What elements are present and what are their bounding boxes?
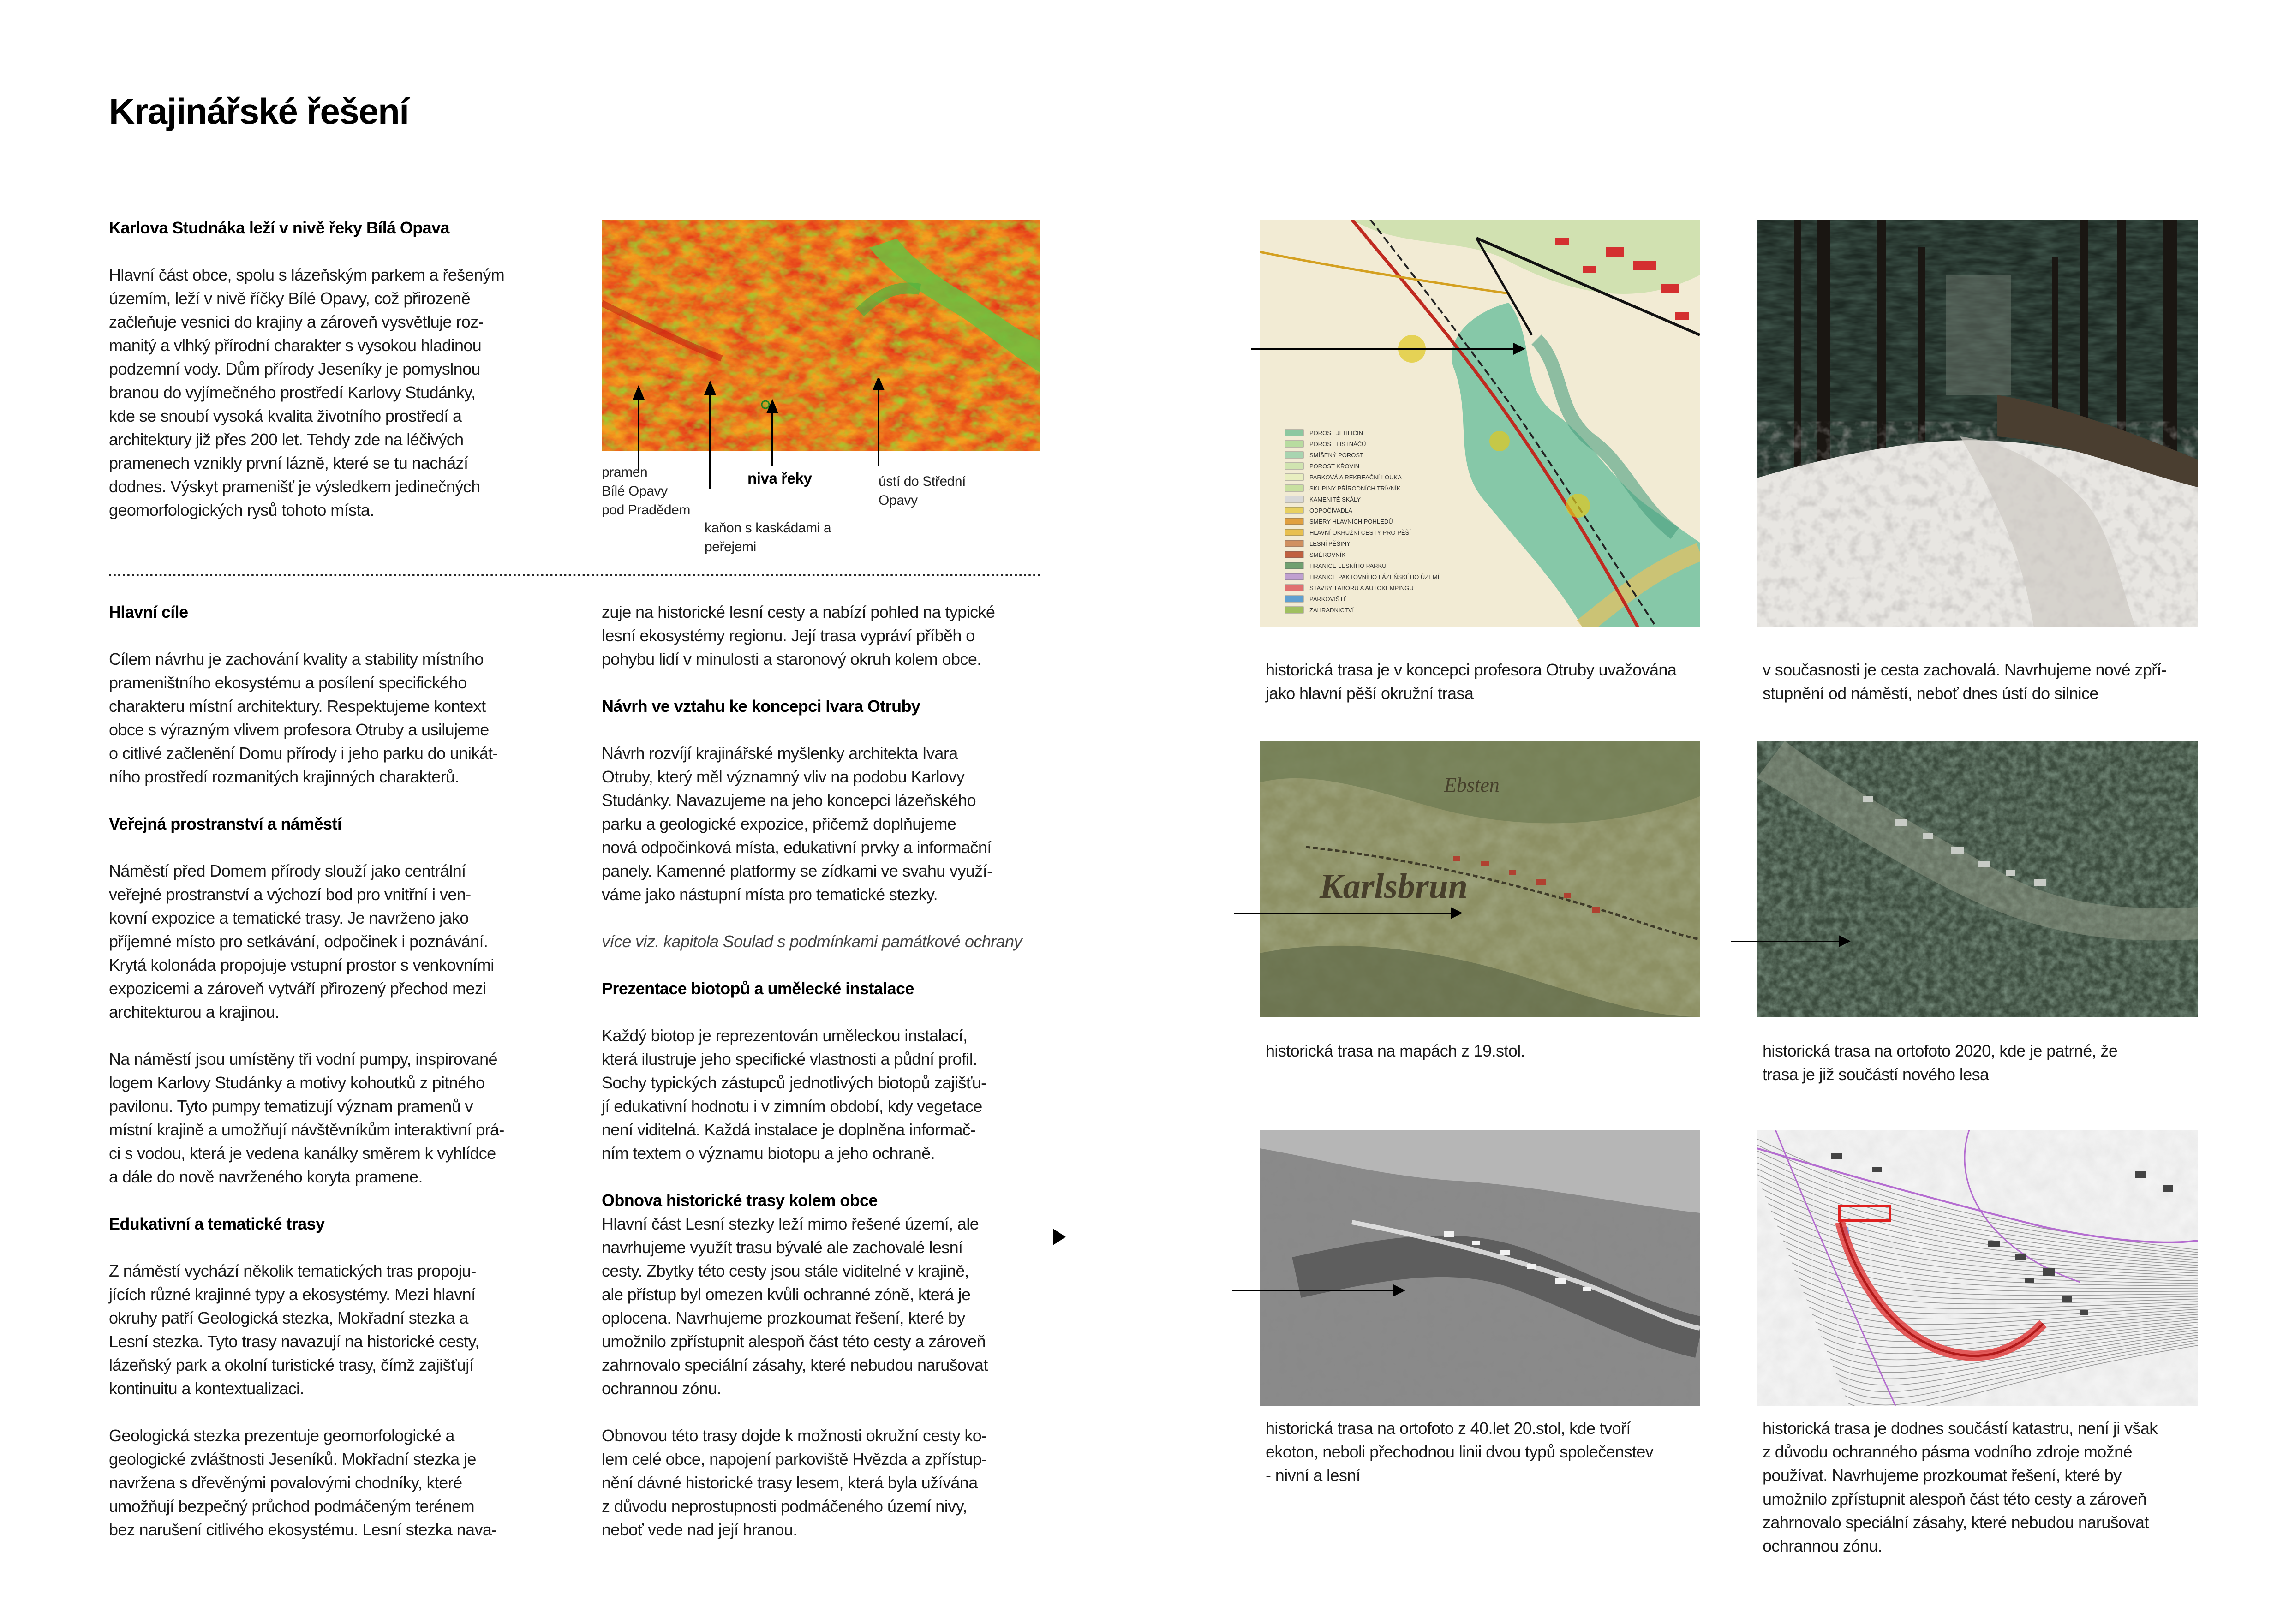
intro-line: kde se snoubí vysoká kvalita životního prostředí a [109,406,462,425]
paragraph-gap [602,906,1058,930]
text-column-2 [602,600,1058,1541]
body-line: příjemné místo pro setkávání, odpočinek i poznávání. [109,932,488,951]
intro-line: dodnes. Výskyt pramenišť je výsledkem jedinečných [109,477,480,496]
body-line: panely. Kamenné platformy se zídkami ve svahu využí- [602,861,992,880]
paragraph-gap [109,1188,552,1212]
paragraph-gap [109,1024,552,1047]
legend-swatch [1285,529,1303,536]
body-line: Náměstí před Domem přírody slouží jako centrální [109,861,466,880]
play-marker-icon [1053,1229,1066,1245]
cadastral-contour-map [1757,1130,2198,1406]
body-line: jí edukativní hodnotu i v zimním období, kdy vegetace [602,1097,982,1116]
text-column-1 [109,600,552,1541]
body-line: zahrnovalo speciální zásahy, které nebudou narušovat [602,1355,988,1374]
body-line: místní krajině a umožňují návštěvníkům interaktivní prá- [109,1120,504,1139]
legend-swatch [1285,518,1303,525]
section-heading: Prezentace biotopů a umělecké instalace [602,979,914,998]
body-line: geologické zvláštnosti Jeseníků. Mokřadní stezka je [109,1450,476,1469]
reference-note: více viz. kapitola Soulad s podmínkami památkové ochrany [602,932,1022,951]
body-line: ochrannou zónu. [602,1379,722,1398]
paragraph-gap [602,1165,1058,1188]
legend-swatch [1285,551,1303,558]
body-line: Geologická stezka prezentuje geomorfologické a [109,1426,454,1445]
body-line: umožňují bezpečný průchod podmáčeným terénem [109,1497,475,1516]
paragraph-gap [602,718,1058,741]
body-line: cesty. Zbytky této cesty jsou stále viditelné v krajině, [602,1261,969,1280]
legend-swatch [1285,496,1303,502]
legend-swatch [1285,452,1303,458]
arrow-head-icon [1451,907,1463,919]
legend-label: PARKOVÁ A REKREAČNÍ LOUKA [1309,474,1402,481]
paragraph-gap [109,624,552,647]
body-line: jících různé krajinné typy a ekosystémy. Mezi hlavní [109,1285,476,1304]
map-label-usti: ústí do Střední Opavy [879,474,966,508]
caption-forest-path: v současnosti je cesta zachovalá. Navrhujeme nové zpří- stupnění od náměstí, neboť dnes ústí do silnice [1763,660,2167,703]
intro-line: územím, leží v nivě říčky Bílé Opavy, což přirozeně [109,289,471,308]
intro-line: začleňuje vesnici do krajiny a zároveň vysvětluje roz- [109,312,484,331]
body-line: pohybu lidí v minulosti a staronový okruh kolem obce. [602,650,981,669]
forest-path-photo [1757,220,2198,627]
body-line: okruhy patří Geologická stezka, Mokřadní stezka a [109,1308,468,1327]
body-line: Studánky. Navazujeme na jeho koncepci lázeňského [602,791,976,810]
body-line: Hlavní část Lesní stezky leží mimo řešené území, ale [602,1214,979,1233]
legend-label: SMĚROVNÍK [1309,551,1346,558]
body-line: obce s výrazným vlivem profesora Otruby a usilujeme [109,720,489,739]
paragraph-gap [602,671,1058,694]
body-line: lázeňský park a okolní turistické trasy, čímž zajišťují [109,1355,474,1374]
intro-body [109,263,570,522]
legend-label: KAMENITÉ SKÁLY [1309,496,1361,503]
body-line: Cílem návrhu je zachování kvality a stability místního [109,650,484,669]
map-label-pramen: pramen Bílé Opavy pod Pradědem [602,465,691,518]
legend-swatch [1285,596,1303,602]
legend-label: POROST KŘOVIN [1309,463,1360,470]
legend-label: POROST LISTNÁČŮ [1309,441,1366,448]
legend-label: HLAVNÍ OKRUŽNÍ CESTY PRO PĚŠÍ [1309,529,1411,536]
legend-swatch [1285,562,1303,569]
body-line: zuje na historické lesní cesty a nabízí pohled na typické [602,603,995,621]
body-line: kontinuitu a kontextualizaci. [109,1379,304,1398]
body-line: logem Karlovy Studánky a motivy kohoutků z pitného [109,1073,485,1092]
historic-map-19th-century [1260,741,1700,1017]
arrow-head-icon [1513,343,1525,355]
section-heading: Edukativní a tematické trasy [109,1214,325,1233]
legend-swatch [1285,573,1303,580]
legend-label: ZAHRADNICTVÍ [1309,607,1354,614]
body-line: lem celé obce, napojení parkoviště Hvězda a zpřístup- [602,1450,987,1469]
body-line: ního prostředí rozmanitých krajinných charakterů. [109,767,459,786]
legend-swatch [1285,585,1303,591]
body-line: ci s vodou, která je vedena kanálky směrem k vyhlídce [109,1144,496,1163]
section-heading: Obnova historické trasy kolem obce [602,1191,878,1210]
body-line: o citlivé začlenění Domu přírody i jeho parku do unikát- [109,744,498,763]
intro-line: geomorfologických rysů tohoto místa. [109,501,374,519]
legend-swatch [1285,463,1303,469]
map-label-kanon: kaňon s kaskádami a peřejemi [705,520,831,555]
body-line: architekturou a krajinou. [109,1003,280,1021]
legend-swatch [1285,540,1303,547]
section-heading: Návrh ve vztahu ke koncepci Ivara Otruby [602,697,920,716]
orthophoto-2020 [1757,741,2198,1017]
caption-otruba-map: historická trasa je v koncepci profesora Otruby uvažována jako hlavní pěší okružní trasa [1266,660,1677,703]
intro-line: Hlavní část obce, spolu s lázeňským parkem a řešeným [109,265,505,284]
legend-label: STAVBY TÁBORU A AUTOKEMPINGU [1309,585,1414,591]
map-place-label: Karlsbrun [1320,867,1468,906]
body-line: Sochy typických zástupců jednotlivých biotopů zajišťu- [602,1073,986,1092]
paragraph-gap [602,1400,1058,1424]
arrow-to-map-5 [1232,1290,1395,1291]
body-line: prameništního ekosystému a posílení specifického [109,673,467,692]
body-line: Lesní stezka. Tyto trasy navazují na historické cesty, [109,1332,479,1351]
body-line: Každý biotop je reprezentován uměleckou instalací, [602,1026,968,1045]
body-line: navrhujeme využít trasu bývalé ale zachovalé lesní [602,1238,963,1257]
body-line: neboť vede nad její hranou. [602,1520,797,1539]
body-line: Z náměstí vychází několik tematických tras propoju- [109,1261,476,1280]
arrow-head-icon [1839,935,1851,947]
arrow-to-map-3 [1234,913,1452,914]
body-line: lesní ekosystémy regionu. Její trasa vypráví příběh o [602,626,975,645]
body-line: navržena s dřevěnými povalovými chodníky, které [109,1473,462,1492]
caption-19th-map: historická trasa na mapách z 19.stol. [1266,1041,1525,1060]
body-line: váme jako nástupní místa pro tematické stezky. [602,885,938,904]
legend-swatch [1285,474,1303,480]
legend-label: PARKOVIŠTĚ [1309,596,1348,603]
map-label-niva: niva řeky [747,470,812,487]
legend-label: SKUPINY PŘÍRODNÍCH TRÍVNÍK [1309,485,1401,492]
legend-swatch [1285,485,1303,491]
body-line: ale přístup byl omezen kvůli ochranné zóně, která je [602,1285,971,1304]
legend-swatch [1285,430,1303,436]
body-line: nová odpočinková místa, edukativní prvky a informační [602,838,992,857]
map-hill-label: Ebsten [1444,774,1500,796]
body-line: oplocena. Navrhujeme prozkoumat řešení, které by [602,1308,965,1327]
body-line: Návrh rozvíjí krajinářské myšlenky architekta Ivara [602,744,958,763]
body-line: charakteru místní architektury. Respektujeme kontext [109,697,486,716]
intro-line: podzemní vody. Dům přírody Jeseníky je pomyslnou [109,359,480,378]
paragraph-gap [602,1000,1058,1024]
body-line: z důvodu neprostupnosti podmáčeného území nivy, [602,1497,967,1516]
intro-heading: Karlova Studnáka leží v nivě řeky Bílá Opava [109,218,449,237]
body-line: Krytá kolonáda propojuje vstupní prostor s venkovními [109,955,494,974]
body-line: bez narušení citlivého ekosystému. Lesní stezka nava- [109,1520,497,1539]
arrow-to-map-1 [1251,348,1515,350]
section-divider [109,574,1041,576]
intro-line: manitý a vlhký přírodní charakter s vysokou hladinou [109,336,482,355]
legend-label: SMĚRY HLAVNÍCH POHLEDŮ [1309,518,1393,525]
legend-swatch [1285,441,1303,447]
legend-label: HRANICE LESNÍHO PARKU [1309,562,1387,569]
body-line: pavilonu. Tyto pumpy tematizují význam pramenů v [109,1097,473,1116]
section-heading: Veřejná prostranství a náměstí [109,814,342,833]
paragraph-gap [109,788,552,812]
body-line: kovní expozice a tematické trasy. Je navrženo jako [109,908,469,927]
arrow-to-map-4 [1731,941,1840,942]
body-line: Na náměstí jsou umístěny tři vodní pumpy, inspirované [109,1050,497,1069]
paragraph-gap [109,1236,552,1259]
otruba-concept-map [1260,220,1700,627]
paragraph-gap [109,836,552,859]
caption-cadastral-map: historická trasa je dodnes součástí katastru, není ji však z důvodu ochranného pásma vodního zdroje možné používat. Navrhujeme prozkoumat řešení, které by umožnilo zpřístupnit alespoň část této cesty a zároveň zahrnovalo speciální zásahy, které nebudou narušovat ochrannou zónu. [1763,1419,2158,1555]
intro-line: architektury již přes 200 let. Tehdy zde na léčivých [109,430,464,449]
caption-orthophoto-2020: historická trasa na ortofoto 2020, kde je patrné, že trasa je již součástí nového lesa [1763,1041,2118,1084]
paragraph-gap [602,953,1058,977]
body-line: veřejné prostranství a výchozí bod pro vnitřní i ven- [109,885,471,904]
body-line: umožnilo zpřístupnit alespoň část této cesty a zároveň [602,1332,986,1351]
caption-orthophoto-1940s: historická trasa na ortofoto z 40.let 20.stol, kde tvoří ekoton, neboli přechodnou linii dvou typů společenstev - nivní a lesní [1266,1419,1654,1485]
body-line: Otruby, který měl významný vliv na podobu Karlovy [602,767,965,786]
paragraph-gap [109,1400,552,1424]
body-line: expozicemi a zároveň vytváří přirozený přechod mezi [109,979,486,998]
body-line: parku a geologické expozice, přičemž doplňujeme [602,814,956,833]
body-line: a dále do nově navrženého koryta pramene. [109,1167,423,1186]
legend-swatch [1285,607,1303,613]
legend-label: HRANICE PAKTOVNÍHO LÁZEŇSKÉHO ÚZEMÍ [1309,573,1440,580]
body-line: není viditelná. Každá instalace je doplněna informač- [602,1120,976,1139]
intro-line: branou do vyjímečného prostředí Karlovy Studánky, [109,383,476,402]
body-line: nění dávné historické trasy lesem, která byla užívána [602,1473,978,1492]
legend-swatch [1285,507,1303,513]
body-line: Obnovou této trasy dojde k možnosti okružní cesty ko- [602,1426,987,1445]
legend-label: SMÍŠENÝ POROST [1309,452,1364,459]
body-line: která ilustruje jeho specifické vlastnosti a půdní profil. [602,1050,977,1069]
legend-label: POROST JEHLIČIN [1309,430,1363,436]
page-title: Krajinářské řešení [109,91,409,131]
section-heading: Hlavní cíle [109,603,188,621]
intro-section [109,216,570,522]
arrow-head-icon [1393,1284,1405,1296]
legend-label: ODPOČÍVADLA [1309,507,1352,514]
intro-line: pramenech vznikly první lázně, které se tu nachází [109,454,468,472]
orthophoto-1940s [1260,1130,1700,1406]
body-line: ním textem o významu biotopu a jeho ochraně. [602,1144,935,1163]
legend-label: LESNÍ PĚŠINY [1309,540,1351,547]
